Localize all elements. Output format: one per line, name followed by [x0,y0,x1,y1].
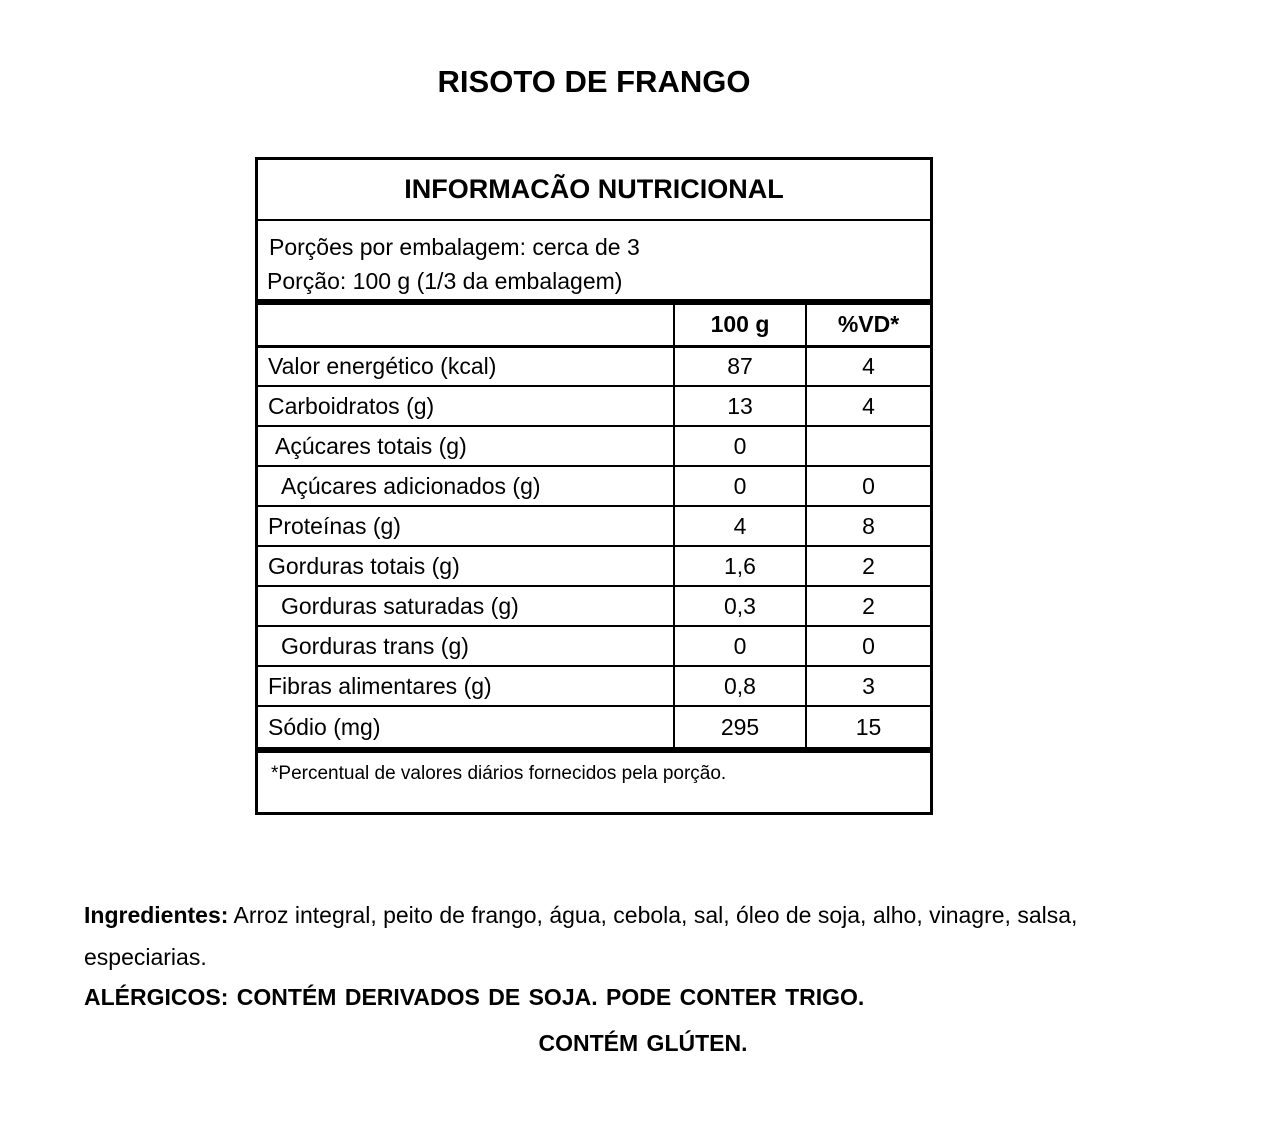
nutrient-label: Gorduras totais (g) [258,546,674,586]
nutrient-label: Açúcares totais (g) [258,426,674,466]
nutrient-amount: 0 [674,466,806,506]
nutrient-label: Fibras alimentares (g) [258,666,674,706]
table-row [258,586,930,626]
nutrient-label: Proteínas (g) [258,506,674,546]
nutrient-amount: 295 [674,706,806,750]
table-row [258,466,930,506]
nutrient-dv: 3 [806,666,930,706]
product-title: RISOTO DE FRANGO [437,64,751,99]
nutrient-dv: 4 [806,346,930,386]
ingredients-section [84,894,1204,978]
serving-size: Porção: 100 g (1/3 da embalagem) [267,268,623,294]
table-row [258,706,930,750]
nutrient-dv: 4 [806,386,930,426]
column-header-amount: 100 g [674,305,806,346]
ingredients-text: Arroz integral, peito de frango, água, cebola, sal, óleo de soja, alho, vinagre, salsa, especiarias. [84,902,1078,970]
nutrient-amount: 0 [674,626,806,666]
gluten-statement: CONTÉM GLÚTEN. [538,1030,748,1056]
column-header-dv: %VD* [806,305,930,346]
table-header-row [258,305,930,346]
table-row [258,546,930,586]
nutrient-label: Gorduras saturadas (g) [258,586,674,626]
nutrition-table [258,305,930,753]
nutrient-amount: 0,8 [674,666,806,706]
nutrient-amount: 0 [674,426,806,466]
nutrient-dv [806,426,930,466]
table-row [258,626,930,666]
nutrient-amount: 13 [674,386,806,426]
nutrient-label: Sódio (mg) [258,706,674,750]
nutrient-dv: 2 [806,586,930,626]
nutrient-amount: 87 [674,346,806,386]
nutrient-dv: 0 [806,466,930,506]
nutrient-dv: 2 [806,546,930,586]
nutrient-dv: 15 [806,706,930,750]
portion-info [258,221,930,305]
dv-footnote: *Percentual de valores diários fornecidos pela porção. [271,763,727,784]
nutrient-amount: 4 [674,506,806,546]
table-row [258,346,930,386]
allergens-statement: ALÉRGICOS: CONTÉM DERIVADOS DE SOJA. PODE CONTER TRIGO. [84,984,865,1010]
nutrient-label: Açúcares adicionados (g) [258,466,674,506]
ingredients-label: Ingredientes: [84,902,229,928]
nutrient-label: Gorduras trans (g) [258,626,674,666]
nutrient-label: Carboidratos (g) [258,386,674,426]
nutrient-dv: 8 [806,506,930,546]
nutrient-amount: 1,6 [674,546,806,586]
nutrient-dv: 0 [806,626,930,666]
nutrition-facts-panel [255,157,933,815]
nutrient-label: Valor energético (kcal) [258,346,674,386]
nutrition-header: INFORMACÃO NUTRICIONAL [258,160,930,221]
table-row [258,386,930,426]
table-row [258,426,930,466]
nutrient-amount: 0,3 [674,586,806,626]
column-header-nutrient [258,305,674,346]
table-row [258,666,930,706]
table-row [258,506,930,546]
servings-per-package: Porções por embalagem: cerca de 3 [269,234,640,260]
